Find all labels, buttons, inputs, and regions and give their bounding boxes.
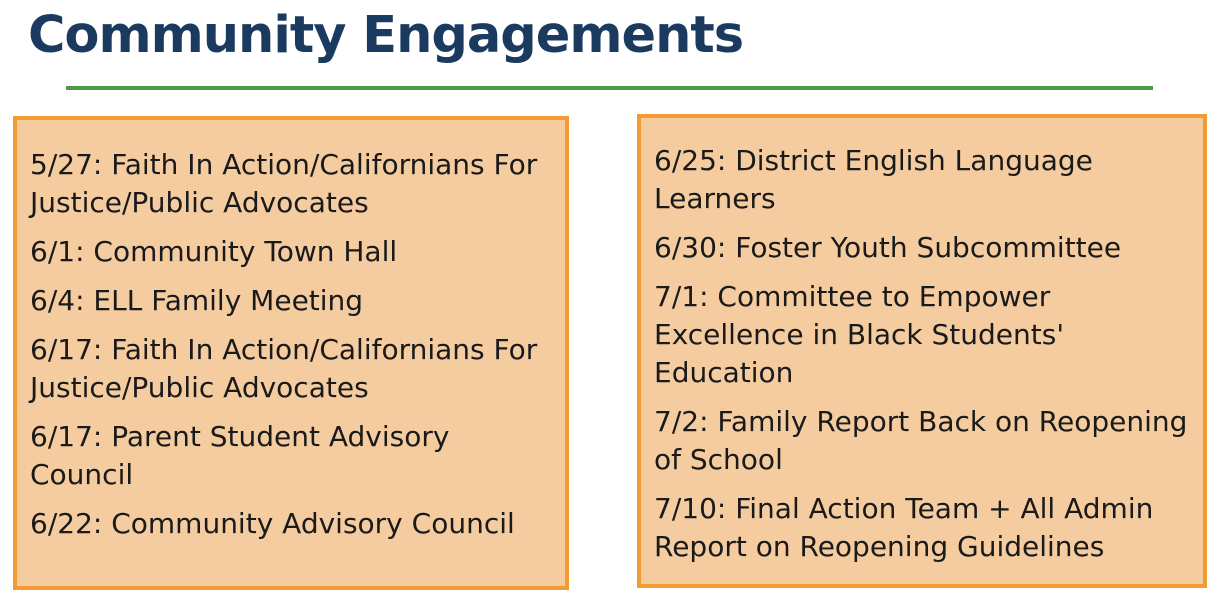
- engagement-item-line: 7/2: Family Report Back on Reopening: [654, 405, 1188, 438]
- engagement-item-line: of School: [654, 443, 783, 476]
- engagements-box-left: [13, 116, 569, 590]
- engagement-item: [30, 418, 565, 494]
- engagement-item: [654, 229, 1203, 267]
- engagement-item-line: 7/1: Committee to Empower: [654, 280, 1051, 313]
- engagement-item-line: Justice/Public Advocates: [30, 371, 369, 404]
- engagements-box-right: [637, 114, 1207, 588]
- engagement-item-line: 6/17: Parent Student Advisory: [30, 420, 450, 453]
- engagement-list-right: [654, 142, 1203, 566]
- engagement-item-line: 6/17: Faith In Action/Californians For: [30, 333, 538, 366]
- engagement-item-line: 6/30: Foster Youth Subcommittee: [654, 231, 1122, 264]
- engagement-item: [654, 278, 1203, 392]
- engagement-item-line: 6/4: ELL Family Meeting: [30, 284, 364, 317]
- engagement-item: [654, 403, 1203, 479]
- engagement-item: [30, 146, 565, 222]
- engagement-item: [30, 233, 565, 271]
- engagement-item-line: 7/10: Final Action Team + All Admin: [654, 492, 1154, 525]
- engagement-item-line: Excellence in Black Students': [654, 318, 1065, 351]
- engagement-item-line: Education: [654, 356, 794, 389]
- engagement-item-line: 6/1: Community Town Hall: [30, 235, 398, 268]
- engagement-item: [654, 142, 1203, 218]
- title-divider: [66, 86, 1153, 90]
- engagement-item-line: Council: [30, 458, 134, 491]
- engagement-item: [30, 331, 565, 407]
- engagement-item-line: Justice/Public Advocates: [30, 186, 369, 219]
- engagement-item-line: 5/27: Faith In Action/Californians For: [30, 148, 538, 181]
- engagement-item-line: 6/25: District English Language: [654, 144, 1093, 177]
- engagement-item-line: Learners: [654, 182, 776, 215]
- page-title: Community Engagements: [28, 6, 744, 65]
- engagement-item-line: 6/22: Community Advisory Council: [30, 507, 515, 540]
- engagement-item: [30, 282, 565, 320]
- engagement-list-left: [30, 146, 565, 543]
- engagement-item: [30, 505, 565, 543]
- engagement-item: [654, 490, 1203, 566]
- engagement-item-line: Report on Reopening Guidelines: [654, 530, 1105, 563]
